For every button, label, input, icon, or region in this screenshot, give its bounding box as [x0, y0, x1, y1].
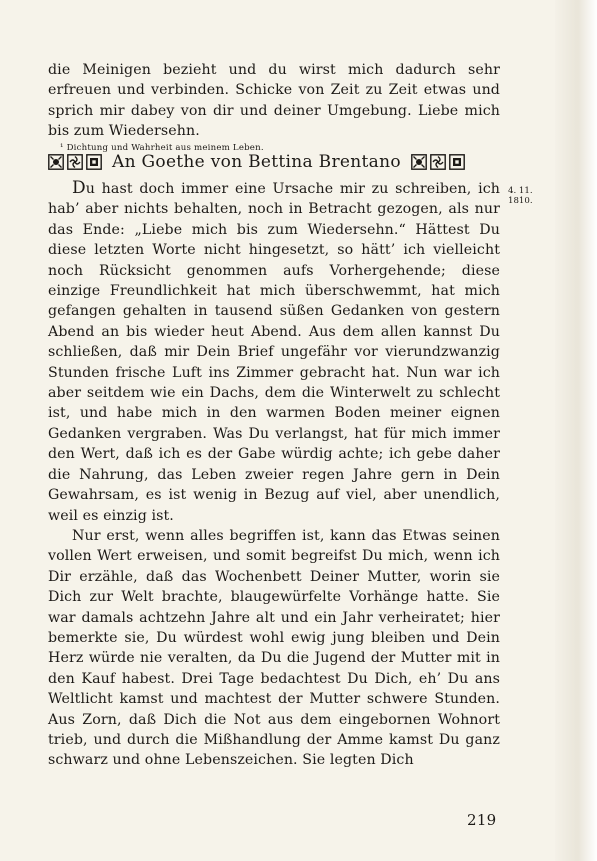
floral-ornament-icon: [86, 154, 102, 170]
letter-body: [48, 178, 500, 771]
margin-date-day: 4. 11.: [508, 186, 533, 196]
letter-heading-row: [48, 149, 504, 175]
letter-paragraph-2: Nur erst, wenn alles begriffen ist, kann das Etwas seinen vollen Wert erweisen, und somit begreifst Du mich, wenn ich Dir erzähle, daß das Wochenbett Deiner Mutter, worin sie Dich zur Welt brachte, blaugewürfelte Vorhänge hatte. Sie war damals achtzehn Jahre alt und ein Jahr verheiratet; hier bemerkte sie, Du würdest wohl ewig jung bleiben und Dein Herz würde nie veralten, da Du die Jugend der Mutter mit in den Kauf habest. Drei Tage bedachtest Du Dich, eh’ Du ans Weltlicht kamst und machtest der Mutter schwere Stunden. Aus Zorn, daß Dich die Not aus dem eingebornen Wohnort trieb, und durch die Mißhandlung der Amme kamst Du ganz schwarz und ohne Lebenszeichen. Sie legten Dich: [48, 527, 500, 769]
page-number: 219: [467, 811, 497, 829]
letter-heading: An Goethe von Bettina Brentano: [112, 152, 401, 172]
floral-ornament-icon: [67, 154, 83, 170]
paragraph-1-text: u hast doch immer eine Ursache mir zu schreiben, ich hab’ aber nichts behalten, noch in Betracht gezogen, als nur das Ende: „Liebe mich bis zum Wiedersehn.“ Hättest Du diese letzten Worte nicht hingesetzt, so hätt’ ich vielleicht noch Rücksicht genommen aufs Vorhergehende; diese einzige Freundlichkeit hat mich überschwemmt, hat mich gefangen gehalten in tausend süßen Gedanken von gestern Abend an bis wieder heut Abend. Aus dem allen kannst Du schließen, daß mir Dein Brief ungefähr vor vierundzwanzig Stunden frische Luft ins Zimmer gebracht hat. Nun war ich aber seitdem wie ein Dachs, dem die Winterwelt zu schlecht ist, und habe mich in den warmen Boden meiner eignen Gedanken vergraben. Was Du verlangst, hat für mich immer den Wert, daß ich es der Gabe würdig achte; ich gebe daher die Nahrung, das Leben zweier regen Jahre gern in Dein Gewahrsam, es ist wenig in Bezug auf viel, aber unendlich, weil es einzig ist.: [48, 181, 500, 524]
top-text-block: [48, 60, 500, 153]
floral-ornament-icon: [48, 154, 64, 170]
floral-ornament-icon: [430, 154, 446, 170]
margin-date: [508, 186, 534, 206]
ornament-group-right: [411, 154, 465, 170]
letter-paragraph-1: [48, 178, 500, 526]
ornament-group-left: [48, 154, 102, 170]
initial-letter: D: [72, 178, 86, 198]
page-edge-shadow: [555, 0, 597, 861]
margin-date-year: 1810.: [508, 196, 533, 206]
top-paragraph: die Meinigen bezieht und du wirst mich dadurch sehr erfreuen und verbinden. Schicke von Zeit zu Zeit etwas und sprich mir dabey von dir und deiner Umgebung. Liebe mich bis zum Wiedersehn.: [48, 62, 500, 140]
floral-ornament-icon: [411, 154, 427, 170]
footnote: ¹ Dichtung und Wahrheit aus meinem Leben.: [60, 142, 264, 153]
floral-ornament-icon: [449, 154, 465, 170]
